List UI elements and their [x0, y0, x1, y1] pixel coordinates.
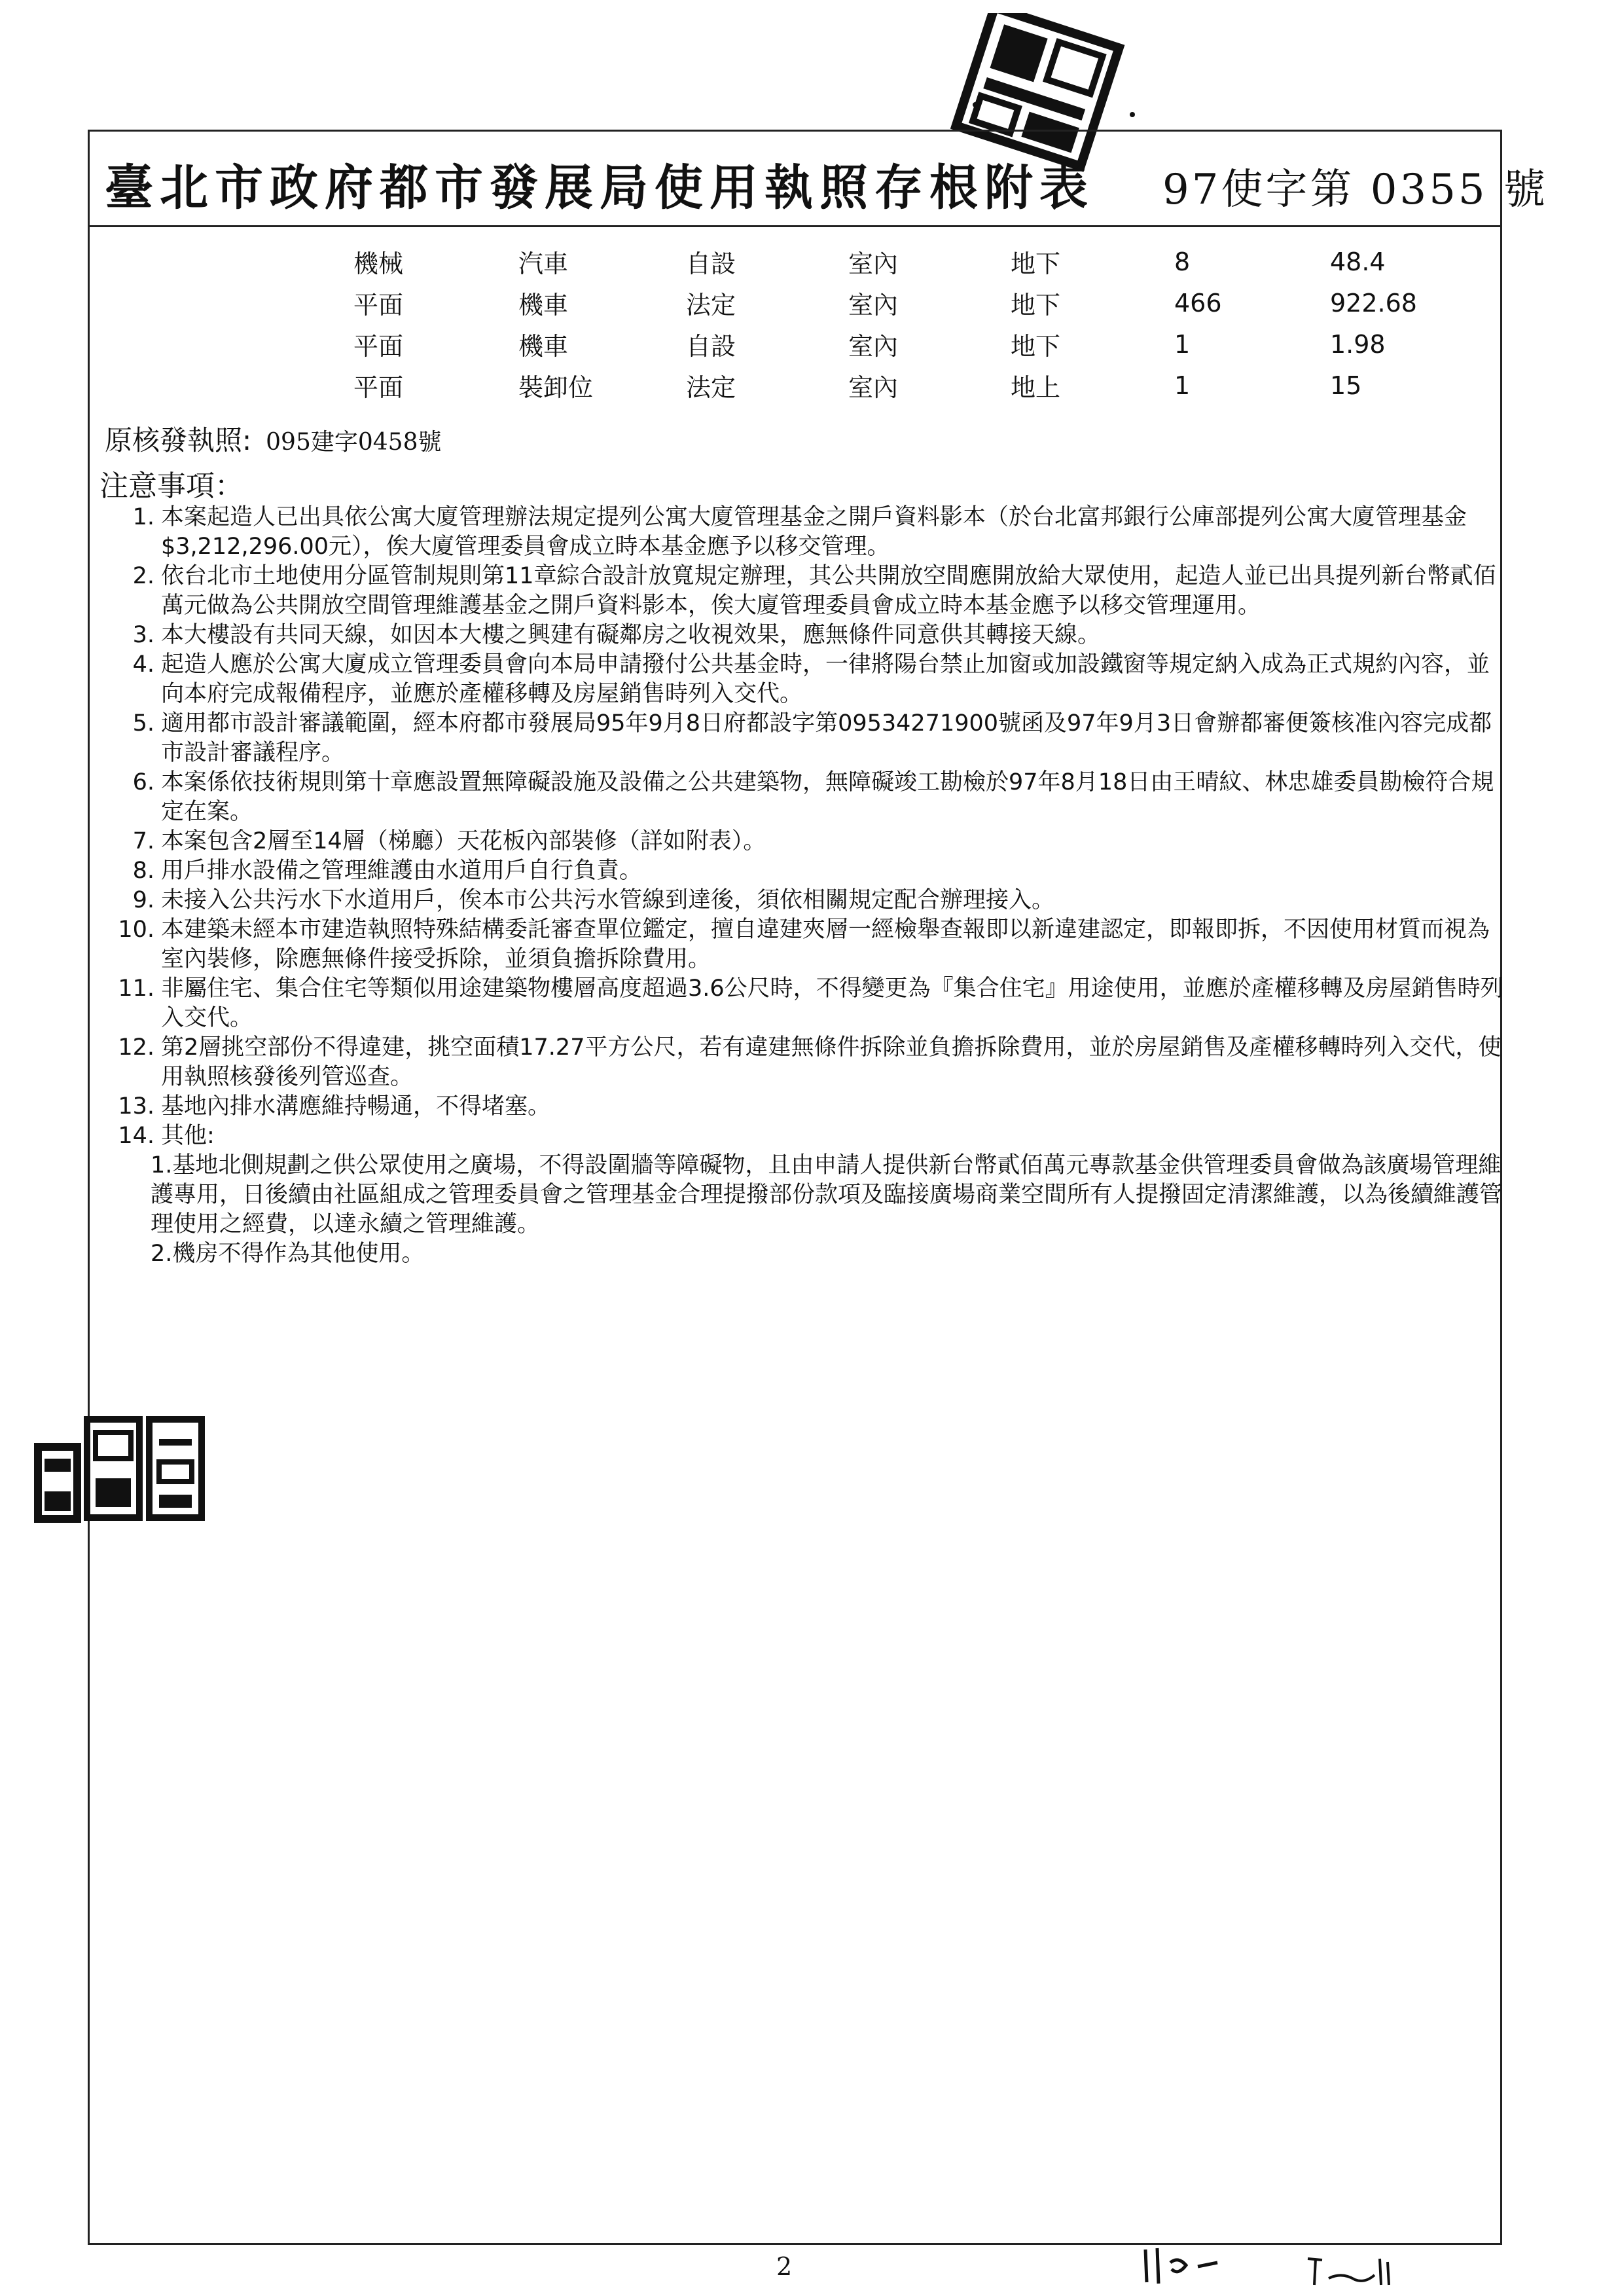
parking-cell: 1: [1174, 371, 1191, 400]
note-text: 起造人應於公寓大廈成立管理委員會向本局申請撥付公共基金時，一律將陽台禁止加窗或加設鐵窗等規定納入成為正式規約內容，並向本府完成報備程序，並應於產權移轉及房屋銷售時列入交代。: [161, 651, 1490, 707]
note-text: 本案包含2層至14層（梯廳）天花板內部裝修（詳如附表）。: [161, 828, 766, 854]
note-number: 5.: [132, 710, 154, 737]
original-permit: [105, 419, 442, 458]
note-number: 4.: [132, 651, 154, 678]
parking-row: [353, 241, 1461, 282]
title-divider: [88, 225, 1502, 227]
parking-cell: 室內: [848, 373, 899, 402]
note-number: 1.: [132, 504, 154, 530]
note-text: 第2層挑空部份不得違建，挑空面積17.27平方公尺，若有違建無條件拆除並負擔拆除費用，並於房屋銷售及產權移轉時列入交代，使用執照核發後列管巡查。: [161, 1034, 1501, 1090]
note-number: 11.: [118, 975, 154, 1002]
note-item: [105, 768, 1505, 827]
note-number: 6.: [132, 769, 154, 795]
note-number: 10.: [118, 917, 154, 943]
frame-bottom-border: [88, 2243, 1502, 2245]
note-text: 基地內排水溝應維持暢通，不得堵塞。: [161, 1093, 551, 1120]
parking-cell: 466: [1174, 288, 1222, 318]
parking-cell: 室內: [848, 291, 899, 319]
note-item: [105, 827, 1505, 856]
note-number: 2.: [132, 563, 154, 589]
note-item: [105, 886, 1505, 915]
note-item: [105, 856, 1505, 886]
document-title: 臺北市政府都市發展局使用執照存根附表: [105, 160, 1094, 216]
parking-cell: 8: [1174, 247, 1191, 276]
original-permit-value: 095建字0458號: [266, 429, 442, 456]
parking-cell: 48.4: [1330, 247, 1386, 276]
note-item: [105, 709, 1505, 768]
parking-cell: 汽車: [518, 249, 569, 278]
parking-cell: 平面: [353, 332, 404, 361]
parking-cell: 1.98: [1330, 329, 1386, 359]
note-number: 8.: [132, 858, 154, 884]
note-text: 未接入公共污水下水道用戶，俟本市公共污水管線到達後，須依相關規定配合辦理接入。: [161, 887, 1055, 913]
other-item: 1.基地北側規劃之供公眾使用之廣場，不得設圍牆等障礙物，且由申請人提供新台幣貳佰萬元專款基金供管理委員會做為該廣場管理維護專用，日後續由社區組成之管理委員會之管理基金合理提撥部份款項及臨接廣場商業空間所有人提撥固定清潔維護，以為後續維護管理使用之經費，以達永續之管理維護。: [151, 1152, 1503, 1237]
note-text: 其他:: [161, 1123, 215, 1149]
parking-cell: 平面: [353, 373, 404, 402]
note-item: [105, 1092, 1505, 1121]
parking-cell: 922.68: [1330, 288, 1417, 318]
note-text: 用戶排水設備之管理維護由水道用戶自行負責。: [161, 858, 643, 884]
note-text: 本案起造人已出具依公寓大廈管理辦法規定提列公寓大廈管理基金之開戶資料影本（於台北富邦銀行公庫部提列公寓大廈管理基金$3,212,296.00元），俟大廈管理委員會成立時本基金應予以移交管理。: [161, 504, 1467, 560]
note-item: [105, 650, 1505, 709]
parking-cell: 室內: [848, 249, 899, 278]
parking-cell: 1: [1174, 329, 1191, 359]
handwritten-initial-left: [1139, 2243, 1231, 2289]
parking-cell: 自設: [686, 249, 736, 278]
permit-number: 97使字第 0355 號: [1162, 166, 1548, 214]
page-number: 2: [776, 2252, 793, 2281]
note-item: [105, 503, 1505, 562]
parking-cell: 裝卸位: [518, 373, 594, 402]
handwritten-initial-right: [1303, 2246, 1394, 2291]
note-number: 7.: [132, 828, 154, 854]
parking-cell: 地上: [1011, 373, 1061, 402]
parking-row: [353, 365, 1461, 406]
parking-cell: 室內: [848, 332, 899, 361]
parking-cell: 法定: [686, 373, 736, 402]
note-number: 14.: [118, 1123, 154, 1149]
parking-cell: 機車: [518, 291, 569, 319]
parking-cell: 地下: [1011, 249, 1061, 278]
note-number: 13.: [118, 1093, 154, 1120]
parking-cell: 機械: [353, 249, 404, 278]
parking-row: [353, 323, 1461, 365]
note-item: [105, 1121, 1505, 1151]
note-text: 非屬住宅、集合住宅等類似用途建築物樓層高度超過3.6公尺時，不得變更為『集合住宅』用途使用，並應於產權移轉及房屋銷售時列入交代。: [161, 975, 1503, 1031]
original-permit-label: 原核發執照:: [105, 424, 252, 456]
note-item: [105, 1033, 1505, 1092]
note-text: 適用都市設計審議範圍，經本府都市發展局95年9月8日府都設字第09534271900號函及97年9月3日會辦都審便簽核准內容完成都市設計審議程序。: [161, 710, 1492, 766]
note-item: [105, 915, 1505, 974]
parking-cell: 機車: [518, 332, 569, 361]
parking-table: [353, 241, 1461, 406]
parking-cell: 地下: [1011, 291, 1061, 319]
parking-cell: 平面: [353, 291, 404, 319]
note-number: 3.: [132, 622, 154, 648]
frame-left-border: [88, 130, 90, 2244]
note-text: 本案係依技術規則第十章應設置無障礙設施及設備之公共建築物，無障礙竣工勘檢於97年8月18日由王晴紋、林忠雄委員勘檢符合規定在案。: [161, 769, 1494, 825]
approval-seal-stamp: [31, 1413, 208, 1524]
note-text: 本大樓設有共同天線，如因本大樓之興建有礙鄰房之收視效果，應無條件同意供其轉接天線。: [161, 622, 1101, 648]
note-number: 9.: [132, 887, 154, 913]
note-number: 12.: [118, 1034, 154, 1061]
parking-cell: 自設: [686, 332, 736, 361]
note-text: 依台北市土地使用分區管制規則第11章綜合設計放寬規定辦理，其公共開放空間應開放給大眾使用，起造人並已出具提列新台幣貳佰萬元做為公共開放空間管理維護基金之開戶資料影本，俟大廈管理委員會成立時本基金應予以移交管理運用。: [161, 563, 1496, 619]
note-item: [105, 562, 1505, 621]
parking-cell: 15: [1330, 371, 1362, 400]
note-item: [105, 974, 1505, 1033]
parking-row: [353, 282, 1461, 323]
parking-cell: 地下: [1011, 332, 1061, 361]
note-text: 本建築未經本市建造執照特殊結構委託審查單位鑑定，擅自違建夾層一經檢舉查報即以新違建認定，即報即拆，不因使用材質而視為室內裝修，除應無條件接受拆除，並須負擔拆除費用。: [161, 917, 1490, 972]
parking-cell: 法定: [686, 291, 736, 319]
notes-heading: 注意事項：: [99, 469, 243, 503]
note-item: [105, 621, 1505, 650]
notes-list: [105, 503, 1505, 1269]
frame-top-border: [88, 130, 1502, 132]
other-item: 2.機房不得作為其他使用。: [151, 1241, 425, 1267]
